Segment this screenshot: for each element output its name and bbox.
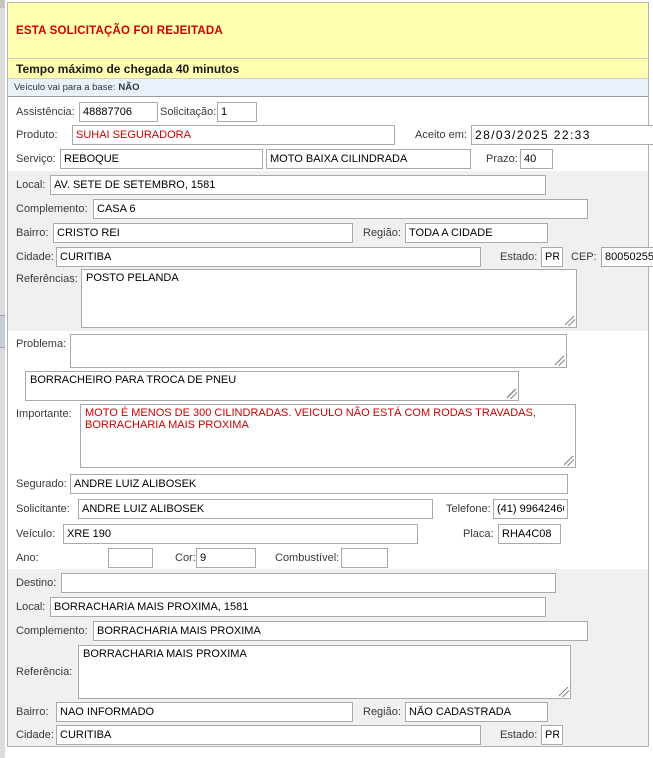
- destino-estado-label: Estado:: [500, 728, 538, 741]
- destino-referencia-label: Referência:: [16, 665, 73, 678]
- resize-grip-icon[interactable]: [555, 356, 565, 366]
- placa-label: Placa:: [463, 527, 494, 540]
- destino-referencia-field[interactable]: [78, 645, 571, 699]
- combustivel-label: Combustível:: [275, 551, 340, 564]
- referencias-label: Referências:: [16, 273, 78, 285]
- solicitante-field[interactable]: [78, 499, 433, 519]
- destino-local-field[interactable]: [50, 597, 546, 617]
- referencias-field[interactable]: [81, 269, 577, 328]
- rejected-banner: [8, 3, 648, 58]
- destino-complemento-label: Complemento:: [16, 625, 88, 637]
- destino-complemento-field[interactable]: [93, 621, 588, 641]
- destino-cidade-row: [8, 723, 648, 746]
- arrival-time-text: Tempo máximo de chegada 40 minutos: [16, 61, 240, 76]
- importante-label: Importante:: [16, 408, 72, 420]
- origin-address-section: [8, 171, 648, 331]
- produto-field[interactable]: [72, 125, 395, 145]
- cep-field[interactable]: [601, 247, 653, 267]
- telefone-field[interactable]: [493, 499, 568, 519]
- produto-row: [8, 123, 648, 147]
- prazo-label: Prazo:: [486, 153, 518, 165]
- assistencia-field[interactable]: [79, 102, 158, 122]
- destination-section: [8, 569, 648, 746]
- problema-row: [8, 334, 648, 371]
- veiculo-label: Veículo:: [16, 527, 56, 540]
- veiculo-field[interactable]: [63, 524, 418, 544]
- complemento-field[interactable]: [93, 199, 588, 219]
- problem-vehicle-section: [8, 331, 648, 569]
- local-row: [8, 173, 648, 197]
- service-request-panel: [7, 2, 649, 747]
- base-info-bar: [8, 78, 648, 97]
- problema-label: Problema:: [16, 338, 67, 350]
- destino-cidade-label: Cidade:: [16, 728, 54, 741]
- segurado-row: [8, 471, 648, 496]
- resize-grip-icon[interactable]: [559, 687, 569, 697]
- cidade-field[interactable]: [56, 247, 481, 267]
- destino-field[interactable]: [61, 573, 556, 593]
- cor-field[interactable]: [196, 548, 256, 568]
- servico-tipo-field[interactable]: [266, 149, 471, 169]
- servico-field[interactable]: [60, 149, 263, 169]
- telefone-label: Telefone:: [446, 502, 491, 515]
- bairro-field[interactable]: [53, 223, 353, 243]
- request-header-section: [8, 97, 648, 171]
- destino-local-row: [8, 595, 648, 619]
- cep-label: CEP:: [571, 251, 597, 263]
- cidade-row: [8, 245, 648, 269]
- solicitacao-label: Solicitação:: [160, 105, 217, 118]
- complemento-label: Complemento:: [16, 203, 88, 215]
- destino-label: Destino:: [16, 577, 57, 589]
- regiao-field[interactable]: [405, 223, 548, 243]
- assistencia-row: [8, 100, 648, 123]
- destino-referencia-row: [8, 643, 648, 700]
- arrival-time-banner: [8, 58, 648, 78]
- importante-field[interactable]: [80, 404, 576, 468]
- destino-bairro-field[interactable]: [56, 702, 353, 722]
- destino-local-label: Local:: [16, 601, 46, 613]
- problema-descricao-row: [8, 371, 648, 404]
- destino-row: [8, 571, 648, 595]
- ano-cor-combustivel-row: [8, 546, 648, 569]
- destino-bairro-row: [8, 700, 648, 723]
- cidade-label: Cidade:: [16, 251, 54, 263]
- complemento-row: [8, 197, 648, 221]
- ano-label: Ano:: [16, 551, 39, 564]
- local-field[interactable]: [50, 175, 546, 195]
- produto-label: Produto:: [16, 129, 58, 141]
- segurado-field[interactable]: [70, 474, 568, 494]
- local-label: Local:: [16, 179, 46, 191]
- bairro-label: Bairro:: [16, 227, 49, 239]
- resize-grip-icon[interactable]: [507, 389, 517, 399]
- solicitante-row: [8, 496, 648, 521]
- bairro-row: [8, 221, 648, 245]
- regiao-label: Região:: [363, 227, 401, 239]
- segurado-label: Segurado:: [16, 477, 67, 490]
- destino-complemento-row: [8, 619, 648, 643]
- cor-label: Cor:: [175, 551, 196, 564]
- destino-bairro-label: Bairro:: [16, 705, 49, 718]
- solicitacao-field[interactable]: [217, 102, 257, 122]
- resize-grip-icon[interactable]: [564, 456, 574, 466]
- estado-label: Estado:: [500, 251, 538, 263]
- scrollbar-top-cap: [0, 0, 5, 8]
- ano-field[interactable]: [108, 548, 153, 568]
- combustivel-field[interactable]: [341, 548, 388, 568]
- problema-field[interactable]: [70, 334, 567, 368]
- aceito-em-field[interactable]: [471, 125, 653, 145]
- rejected-banner-text: ESTA SOLICITAÇÃO FOI REJEITADA: [16, 24, 223, 37]
- aceito-em-label: Aceito em:: [415, 129, 467, 141]
- veiculo-row: [8, 521, 648, 546]
- destino-regiao-field[interactable]: [405, 702, 548, 722]
- destino-cidade-field[interactable]: [56, 725, 481, 745]
- base-info-label: Veículo vai para a base:: [14, 82, 116, 93]
- assistencia-label: Assistência:: [16, 105, 75, 118]
- base-info-value: NÃO: [118, 82, 140, 93]
- placa-field[interactable]: [498, 524, 561, 544]
- servico-row: [8, 147, 648, 171]
- left-scrollbar-thumb[interactable]: [0, 315, 5, 348]
- destino-regiao-label: Região:: [363, 705, 401, 718]
- referencias-row: [8, 269, 648, 331]
- servico-label: Serviço:: [16, 153, 56, 165]
- resize-grip-icon[interactable]: [565, 316, 575, 326]
- estado-field[interactable]: [541, 247, 563, 267]
- importante-row: [8, 404, 648, 471]
- prazo-field[interactable]: [520, 149, 553, 169]
- left-scrollbar-track[interactable]: [0, 0, 5, 758]
- problema-descricao-field[interactable]: [25, 371, 519, 401]
- destino-estado-field[interactable]: [541, 725, 563, 745]
- solicitante-label: Solicitante:: [16, 502, 70, 515]
